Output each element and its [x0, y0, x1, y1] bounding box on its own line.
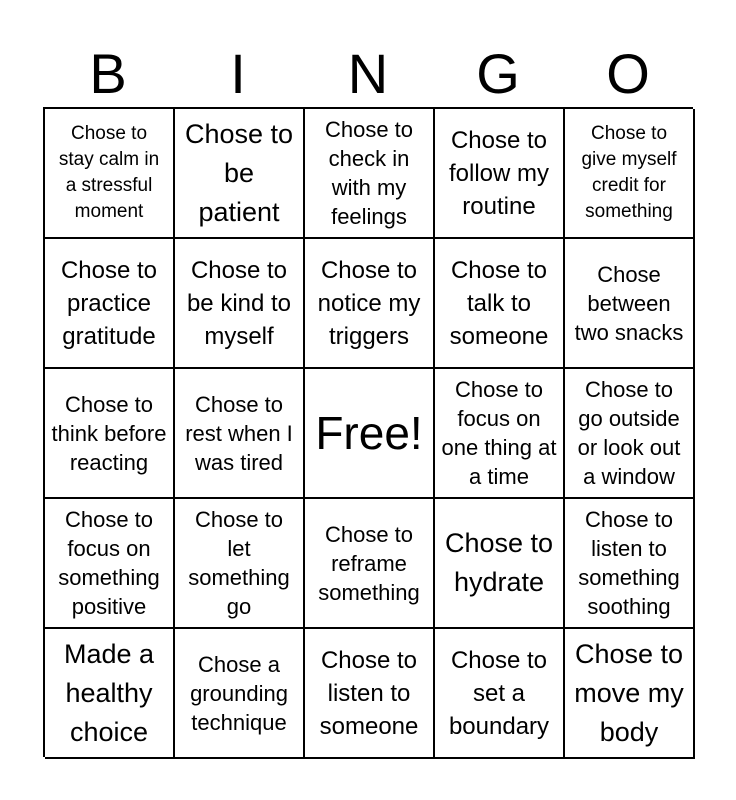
bingo-cell-r2c5[interactable] [565, 239, 695, 369]
cell-text: Chose to go outside or look out a window [577, 377, 681, 489]
bingo-cell-r1c1[interactable] [45, 109, 175, 239]
bingo-cell-r2c3[interactable] [305, 239, 435, 369]
bingo-cell-r5c1[interactable] [45, 629, 175, 759]
bingo-cell-r1c2[interactable] [175, 109, 305, 239]
bingo-cell-r3c2[interactable] [175, 369, 305, 499]
cell-text: Chose to listen to something soothing [578, 507, 680, 619]
cell-text: Chose to listen to someone [319, 646, 419, 740]
bingo-cell-r3c1[interactable] [45, 369, 175, 499]
header-letter-g: G [476, 42, 520, 105]
bingo-cell-r4c1[interactable] [45, 499, 175, 629]
cell-text: Chose to rest when I was tired [185, 391, 293, 475]
cell-text: Made a healthy choice [63, 638, 155, 747]
bingo-cell-r4c2[interactable] [175, 499, 305, 629]
bingo-cell-r5c5[interactable] [565, 629, 695, 759]
bingo-cell-r5c4[interactable] [435, 629, 565, 759]
cell-text: Chose to focus on one thing at a time [441, 377, 557, 489]
cell-text: Chose to set a boundary [448, 646, 550, 740]
bingo-grid [43, 107, 693, 757]
bingo-cell-r3c5[interactable] [565, 369, 695, 499]
header-letter-o: O [606, 42, 650, 105]
bingo-cell-r4c3[interactable] [305, 499, 435, 629]
bingo-cell-r2c1[interactable] [45, 239, 175, 369]
cell-text: Chose to think before reacting [51, 391, 167, 475]
cell-text: Chose to be kind to myself [186, 256, 292, 350]
cell-text: Chose to focus on something positive [58, 507, 160, 619]
bingo-cell-r1c3[interactable] [305, 109, 435, 239]
bingo-cell-r4c5[interactable] [565, 499, 695, 629]
cell-text: Chose to check in with my feelings [324, 117, 414, 229]
bingo-cell-free[interactable] [305, 369, 435, 499]
cell-text: Chose to reframe something [318, 521, 420, 605]
header-letter-b: B [89, 42, 127, 105]
cell-text: Chose to be patient [184, 118, 294, 227]
cell-text: Chose to let something go [188, 507, 290, 619]
bingo-header [43, 40, 693, 108]
free-space-text: Free! [315, 407, 423, 459]
bingo-cell-r1c4[interactable] [435, 109, 565, 239]
header-letter-i: I [230, 42, 246, 105]
bingo-cell-r2c2[interactable] [175, 239, 305, 369]
bingo-cell-r1c5[interactable] [565, 109, 695, 239]
bingo-cell-r2c4[interactable] [435, 239, 565, 369]
cell-text: Chose to talk to someone [449, 256, 549, 350]
bingo-cell-r4c4[interactable] [435, 499, 565, 629]
cell-text: Chose to stay calm in a stressful moment [58, 123, 160, 222]
cell-text: Chose to follow my routine [448, 126, 550, 220]
header-letter-n: N [347, 42, 389, 105]
cell-text: Chose to practice gratitude [60, 256, 158, 350]
cell-text: Chose between two snacks [574, 261, 684, 345]
cell-text: Chose to notice my triggers [317, 256, 421, 350]
bingo-cell-r5c3[interactable] [305, 629, 435, 759]
cell-text: Chose a grounding technique [190, 651, 288, 735]
bingo-cell-r3c4[interactable] [435, 369, 565, 499]
cell-text: Chose to hydrate [444, 528, 554, 597]
cell-text: Chose to give myself credit for something [581, 123, 677, 222]
cell-text: Chose to move my body [574, 638, 684, 747]
bingo-cell-r5c2[interactable] [175, 629, 305, 759]
